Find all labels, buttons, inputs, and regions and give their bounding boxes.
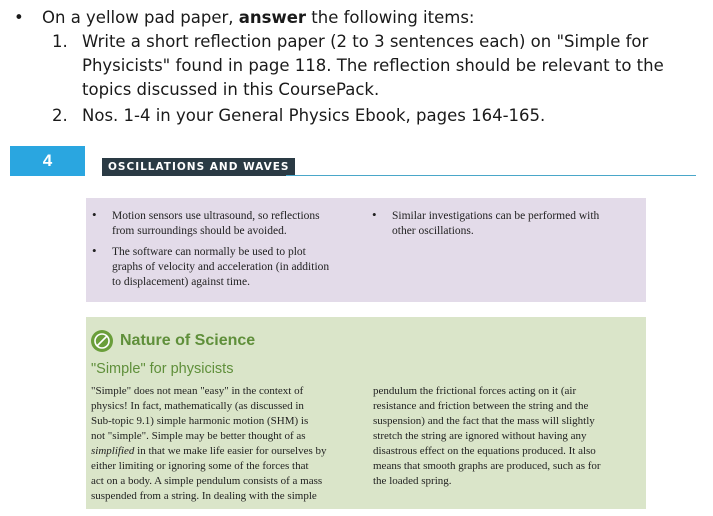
chapter-rule-divider [286, 175, 696, 176]
note-line: to displacement) against time. [112, 276, 250, 288]
intro-bold-word: answer [238, 8, 307, 27]
notes-box [86, 198, 646, 302]
nature-of-science-icon [91, 330, 113, 352]
nature-of-science-subheading: "Simple" for physicists [91, 361, 234, 377]
item-number: 2. [52, 106, 68, 125]
text-line: suspended from a string. In dealing with the simple [91, 490, 317, 502]
text-line: either limiting or ignoring some of the forces that [91, 460, 309, 472]
text-column-right [373, 384, 641, 489]
text-line: means that smooth graphs are produced, such as for [373, 460, 601, 472]
text-line: Sub-topic 9.1) simple harmonic motion (SHM) is [91, 415, 309, 427]
note-line: other oscillations. [392, 225, 474, 237]
text-line: act on a body. A simple pendulum consists of a mass [91, 475, 323, 487]
italic-word: simplified [91, 445, 135, 457]
item-text [82, 30, 702, 102]
note-line: Similar investigations can be performed with [392, 210, 600, 222]
text-line: suspension) and the fact that the mass will slightly [373, 415, 595, 427]
note-line: The software can normally be used to plot [112, 246, 306, 258]
text-column-left [91, 384, 363, 504]
note-text [392, 209, 644, 239]
note-line: Motion sensors use ultrasound, so reflections [112, 210, 320, 222]
intro-suffix: the following items: [306, 8, 475, 27]
text-line: "Simple" does not mean "easy" in the context of [91, 385, 304, 397]
note-line: graphs of velocity and acceleration (in addition [112, 261, 330, 273]
text-line: disastrous effect on the equations produced. It also [373, 445, 596, 457]
item-line: Write a short reflection paper (2 to 3 sentences each) on "Simple for [82, 32, 649, 51]
text-line: physics! In fact, mathematically (as discussed in [91, 400, 304, 412]
bullet-icon: • [14, 8, 24, 27]
bullet-icon: • [372, 207, 377, 222]
item-number: 1. [52, 32, 68, 51]
item-line: Nos. 1-4 in your General Physics Ebook, pages 164-165. [82, 106, 546, 125]
intro-prefix: On a yellow pad paper, [42, 8, 239, 27]
text-line: resistance and friction between the string and the [373, 400, 589, 412]
nature-of-science-box [86, 317, 646, 509]
intro-line [14, 6, 474, 30]
chapter-number-badge: 4 [10, 146, 85, 176]
text-line: pendulum the frictional forces acting on it (air [373, 385, 577, 397]
item-text [82, 104, 702, 128]
nature-of-science-heading: Nature of Science [120, 332, 256, 349]
item-line: Physicists" found in page 118. The reflection should be relevant to the [82, 56, 664, 75]
text-line: not "simple". Simple may be better thought of as [91, 430, 306, 442]
note-text [112, 245, 364, 290]
note-line: from surroundings should be avoided. [112, 225, 287, 237]
text-line: stretch the string are ignored without having any [373, 430, 587, 442]
bullet-icon: • [92, 243, 97, 258]
chapter-title: OSCILLATIONS AND WAVES [102, 158, 295, 176]
bullet-icon: • [92, 207, 97, 222]
text-line: the loaded spring. [373, 475, 452, 487]
item-line: topics discussed in this CoursePack. [82, 80, 380, 99]
text-line: simplified in that we make life easier for ourselves by [91, 445, 327, 457]
note-text [112, 209, 364, 239]
